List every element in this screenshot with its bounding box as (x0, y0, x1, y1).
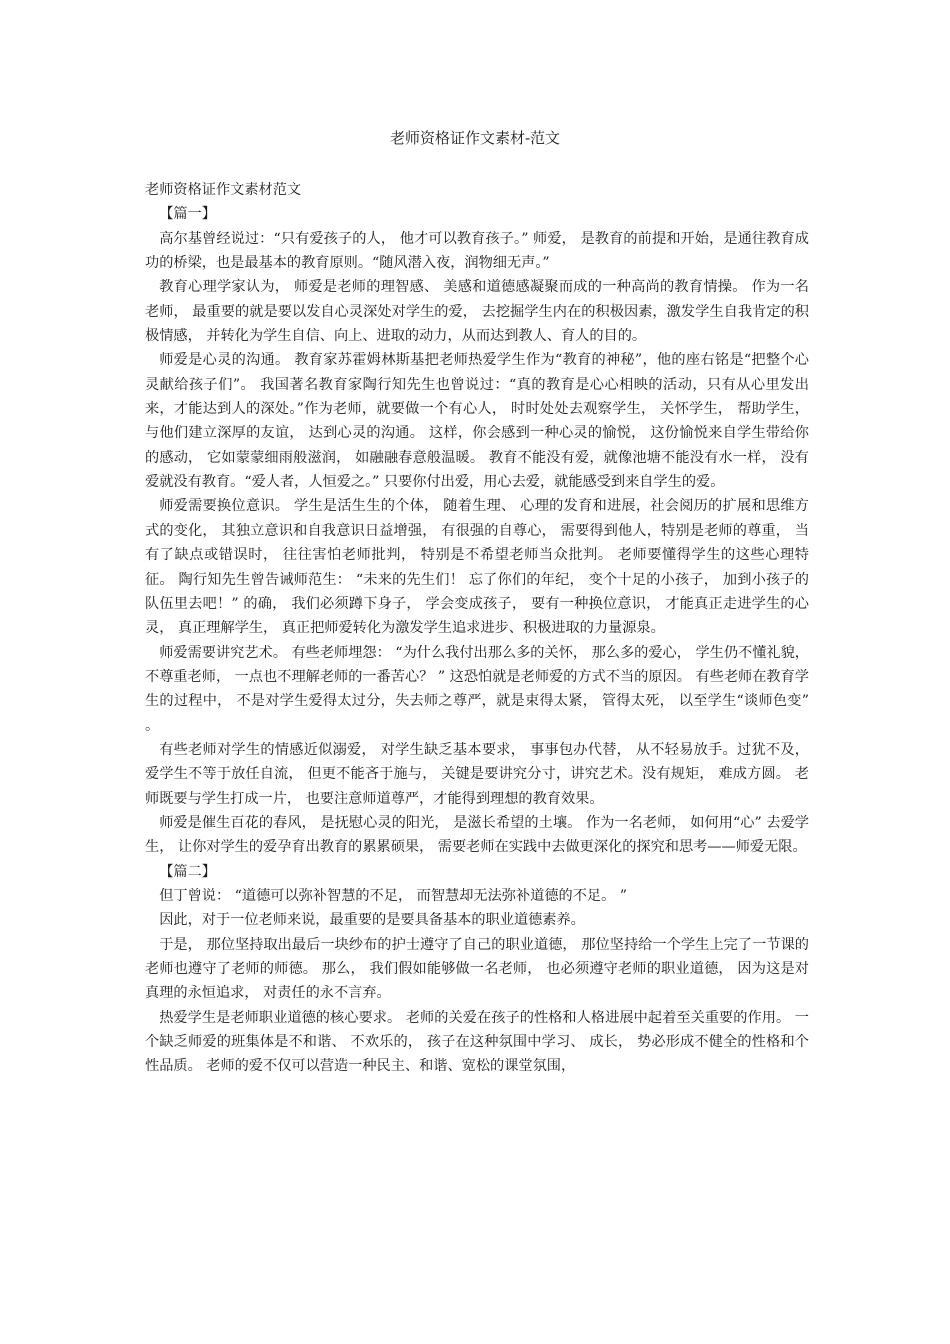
paragraph: 但丁曾说： “道德可以弥补智慧的不足， 而智慧却无法弥补道德的不足。 ” (159, 887, 628, 904)
paragraph: 于是， 那位坚持取出最后一块纱布的护士遵守了自己的职业道德， 那位坚持给一个学生上完了一节课的老师也遵守了老师的师德。 那么， 我们假如能够做一名老师， 也必须遵守老师的职业道德， 因为这是对真理的永恒追求， 对责任的永不言弃。 (145, 936, 809, 1002)
paragraph: 师爱需要换位意识。 学生是活生生的个体， 随着生理、 心理的发育和进展，社会阅历的扩展和思维方式的变化， 其独立意识和自我意识日益增强， 有很强的自尊心， 需要得到他人，特别是老师的尊重， 当有了缺点或错误时， 往往害怕老师批判， 特别是不希望老师当众批判。 老师要懂得学生的这些心理特征。 陶行知先生曾告诫师范生： “未来的先生们！ 忘了你们的年纪， 变个十足的小孩子， 加到小孩子的队伍里去吧！” 的确， 我们必须蹲下身子， 学会变成孩子， 要有一种换位意识， 才能真正走进学生的心灵， 真正理解学生， 真正把师爱转化为激发学生追求进步、积极进取的力量源泉。 (145, 498, 809, 637)
section-heading: 【篇一】 (159, 206, 216, 223)
paragraph: 师爱是催生百花的春风， 是抚慰心灵的阳光， 是滋长希望的土壤。 作为一名老师， 如何用“心” 去爱学生， 让你对学生的爱孕育出教育的累累硕果， 需要老师在实践中去做更深化的探究和思考——师爱无限。 (145, 814, 809, 856)
section-heading: 【篇二】 (159, 863, 216, 880)
paragraph: 因此，对于一位老师来说，最重要的是要具备基本的职业道德素养。 (159, 912, 585, 929)
document-subtitle: 老师资格证作文素材范文 (145, 182, 302, 198)
paragraph: 有些老师对学生的情感近似溺爱， 对学生缺乏基本要求， 事事包办代替， 从不轻易放手。过犹不及， 爱学生不等于放任自流， 但更不能吝于施与， 关键是要讲究分寸，讲究艺术。没有规矩， 难成方圆。 老师既要与学生打成一片， 也要注意师道尊严，才能得到理想的教育效果。 (145, 741, 809, 807)
paragraph: 师爱需要讲究艺术。 有些老师埋怨： “为什么我付出那么多的关怀， 那么多的爱心， 学生仍不懂礼貌， 不尊重老师， 一点也不理解老师的一番苦心？ ” 这恐怕就是老师爱的方式不当的原因。 有些老师在教育学生的过程中， 不是对学生爱得太过分，失去师之尊严，就是束得太紧， 管得太死， 以至学生“谈师色变” 。 (145, 644, 809, 734)
paragraph: 教育心理学家认为， 师爱是老师的理智感、 美感和道德感凝聚而成的一种高尚的教育情操。 作为一名老师， 最重要的就是要以发自心灵深处对学生的爱， 去挖掘学生内在的积极因素，激发学生自我肯定的积极情感， 并转化为学生自信、向上、进取的动力，从而达到教人、育人的目的。 (145, 279, 809, 345)
paragraph: 高尔基曾经说过：“只有爱孩子的人， 他才可以教育孩子。” 师爱， 是教育的前提和开始，是通往教育成功的桥梁，也是最基本的教育原则。“随风潜入夜，润物细无声。” (145, 230, 809, 272)
document-title: 老师资格证作文素材-范文 (389, 129, 561, 147)
paragraph: 师爱是心灵的沟通。 教育家苏霍姆林斯基把老师热爱学生作为“教育的神秘”，他的座右铭是“把整个心灵献给孩子们”。 我国著名教育家陶行知先生也曾说过：“真的教育是心心相映的活动，只有从心里发出来，才能达到人的深处。”作为老师，就要做一个有心人， 时时处处去观察学生， 关怀学生， 帮助学生， 与他们建立深厚的友谊， 达到心灵的沟通。 这样，你会感到一种心灵的愉悦， 这份愉悦来自学生带给你的感动， 它如蒙蒙细雨般滋润， 如融融春意般温暖。 教育不能没有爱，就像池塘不能没有水一样， 没有爱就没有教育。“爱人者，人恒爱之。” 只要你付出爱，用心去爱，就能感受到来自学生的爱。 (145, 352, 809, 491)
document-body (145, 178, 809, 1079)
paragraph: 热爱学生是老师职业道德的核心要求。 老师的关爱在孩子的性格和人格进展中起着至关重要的作用。 一个缺乏师爱的班集体是不和谐、 不欢乐的， 孩子在这种氛围中学习、 成长， 势必形成不健全的性格和个性品质。 老师的爱不仅可以营造一种民主、和谐、宽松的课堂氛围， (145, 1009, 809, 1075)
